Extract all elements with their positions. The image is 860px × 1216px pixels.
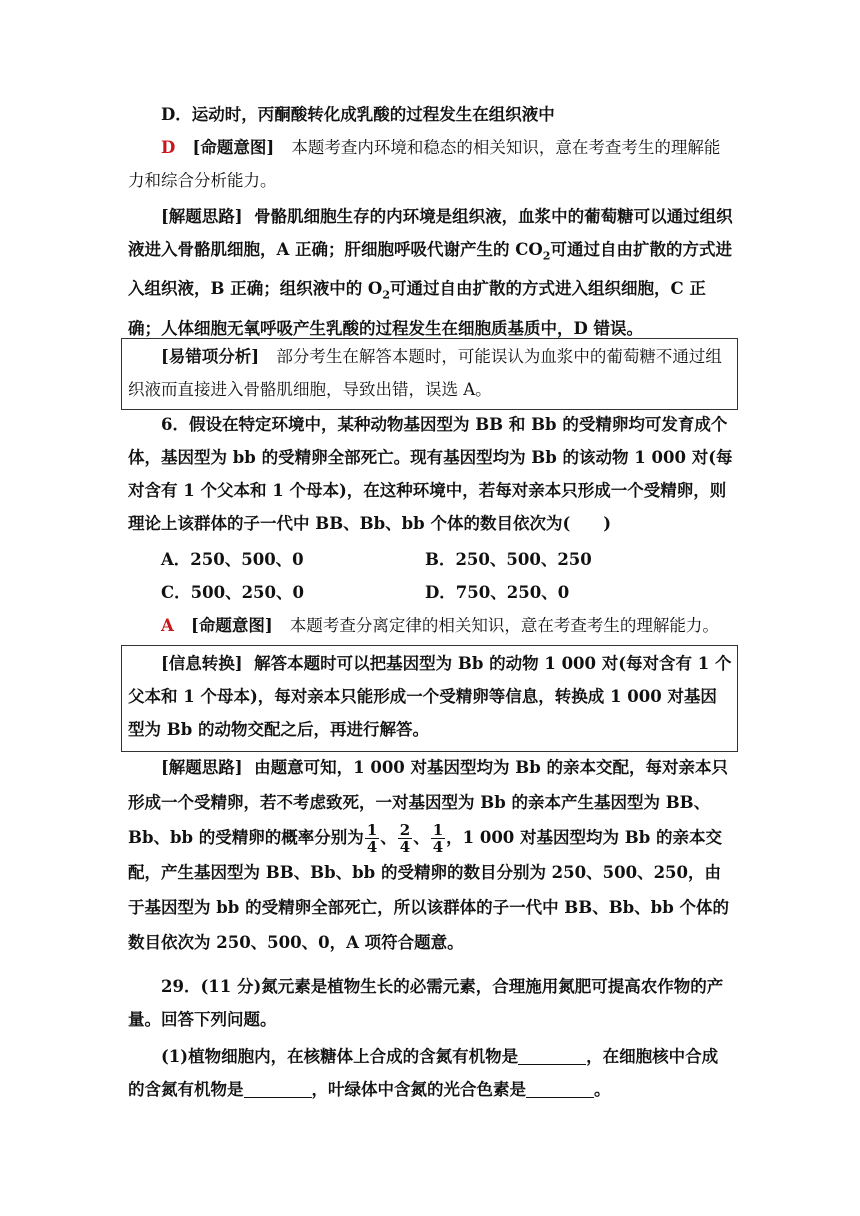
q29-part1: (1)植物细胞内，在核糖体上合成的含氮有机物是 ，在细胞核中合成的含氮有机物是 ，叶绿体中含氮的光合色素是 。: [128, 1047, 719, 1099]
q5-idea-text-2: 可通过自由扩散的方式进入组织液，B 正确；组织液中的 O: [128, 240, 732, 299]
q5-solution: [128, 200, 734, 345]
q5-error-analysis: [128, 339, 733, 406]
q6-idea-tag: [解题思路]: [161, 758, 243, 777]
answer-blank-1[interactable]: [518, 1046, 586, 1065]
q5-intent-tag: [命题意图]: [192, 138, 275, 157]
q5-idea-text-3: 可通过自由扩散的方式进入组织细胞，C 正确；人体细胞无氧呼吸产生乳酸的过程发生在细胞质基质中，D 错误。: [128, 279, 706, 338]
fraction-2-4: $\frac{2}{4}$: [399, 821, 411, 856]
q5-idea-sub-2: 2: [382, 288, 390, 302]
q6-answer-intent: [128, 609, 734, 642]
q6-info-box: [121, 645, 738, 752]
q6-option-a: A．250、500、0: [161, 550, 304, 569]
q6-stem: 6．假设在特定环境中，某种动物基因型为 BB 和 Bb 的受精卵均可发育成个体，基因型为 bb 的受精卵全部死亡。现有基因型均为 Bb 的该动物 1 000 对(每对含有 1 个父本和 1 个母本)，在这种环境中，若每对亲本只形成一个受精卵，则理论上该群体的子一代中 BB、Bb、bb 个体的数目依次为( ): [128, 415, 733, 533]
q6-info: [128, 646, 733, 746]
q6-intent-tag: [命题意图]: [191, 616, 273, 635]
q5-error-text: 部分考生在解答本题时，可能误认为血浆中的葡萄糖不通过组织液而直接进入骨骼肌细胞，导致出错，误选 A。: [128, 347, 722, 399]
q6-idea-text-1: 由题意可知，1 000 对基因型均为 Bb 的亲本交配，每对亲本只形成一个受精卵，若不考虑致死，一对基因型为 Bb 的亲本产生基因型为 BB、Bb、bb 的受精卵的概率分别为: [128, 758, 729, 847]
q5-error-tag: [易错项分析]: [161, 347, 260, 366]
answer-blank-2[interactable]: [244, 1079, 312, 1098]
q5-answer-intent: [128, 131, 734, 197]
q5-option-d: D．运动时，丙酮酸转化成乳酸的过程发生在组织液中: [161, 105, 555, 124]
fraction-1-4-b: $\frac{1}{4}$: [432, 821, 444, 856]
fraction-1-4-a: $\frac{1}{4}$: [366, 821, 378, 856]
q5-answer: D: [161, 138, 176, 157]
q6-option-d: D．750、250、0: [425, 583, 570, 602]
q5-intent-text: 本题考查内环境和稳态的相关知识，意在考查考生的理解能力和综合分析能力。: [128, 138, 721, 190]
q5-idea-tag: [解题思路]: [161, 207, 243, 226]
q5-error-box: [121, 338, 738, 410]
q6-idea-text-2: ，1 000 对基因型均为 Bb 的亲本交配，产生基因型为 BB、Bb、bb 的受精卵的数目分别为 250、500、250，由于基因型为 bb 的受精卵全部死亡，所以该群体的子一代中 BB、Bb、bb 个体的数目依次为 250、500、0，A 项符合题意。: [128, 828, 730, 952]
q5-idea-text-1: 骨骼肌细胞生存的内环境是组织液，血浆中的葡萄糖可以通过组织液进入骨骼肌细胞，A 正确；肝细胞呼吸代谢产生的 CO: [128, 207, 733, 259]
answer-blank-3[interactable]: [526, 1079, 594, 1098]
q6-option-c: C．500、250、0: [161, 583, 304, 602]
q29-stem: 29．(11 分)氮元素是植物生长的必需元素，合理施用氮肥可提高农作物的产量。回答下列问题。: [128, 977, 724, 1029]
q6-answer: A: [161, 616, 174, 635]
q6-info-text: 解答本题时可以把基因型为 Bb 的动物 1 000 对(每对含有 1 个父本和 1 个母本)，每对亲本只能形成一个受精卵等信息，转换成 1 000 对基因型为 Bb 的动物交配之后，再进行解答。: [128, 654, 732, 739]
q6-option-b: B．250、500、250: [425, 550, 592, 569]
q6-intent-text: 本题考查分离定律的相关知识，意在考查考生的理解能力。: [289, 616, 719, 635]
q6-solution: [解题思路] 由题意可知，1 000 对基因型均为 Bb 的亲本交配，每对亲本只形成一个受精卵，若不考虑致死，一对基因型为 Bb 的亲本产生基因型为 BB、Bb、bb 的受精卵的概率分别为 $\frac{1}{4}$ 、 $\frac{2}{4}$ 、 $\frac{1}{4}$ ，1 000 对基因型均为 Bb 的亲本交配，产生基因型为 BB、Bb、bb 的受精卵的数目分别为 250、500、250，由于基因型为 bb 的受精卵全部死亡，所以该群体的子一代中 BB、Bb、bb 个体的数目依次为 250、500、0，A 项符合题意。: [128, 758, 730, 952]
q6-info-tag: [信息转换]: [161, 654, 243, 673]
q5-idea-sub-1: 2: [542, 249, 551, 263]
